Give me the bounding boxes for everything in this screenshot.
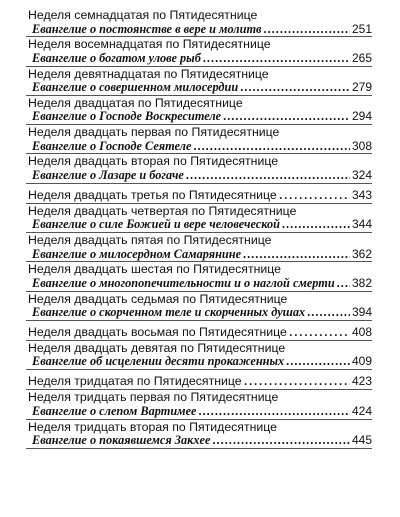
gospel-line (26, 355, 372, 369)
gospel-title: Евангелие об исцелении десяти прокаженных (32, 354, 285, 369)
gospel-line (26, 140, 372, 154)
sunday-title: Неделя девятнадцатая по Пятидесятнице (28, 66, 269, 81)
page-number: 409 (351, 354, 372, 369)
leader-dots (282, 218, 350, 232)
page-number: 279 (351, 80, 372, 95)
sunday-title: Неделя двадцать девятая по Пятидесятнице (28, 340, 286, 355)
sunday-title: Неделя тридцать первая по Пятидесятнице (28, 390, 279, 405)
gospel-title: Евангелие о милосердном Самарянине (32, 246, 242, 261)
toc-entry[interactable] (26, 8, 372, 37)
toc-entry[interactable] (26, 292, 372, 321)
sunday-title: Неделя тридцатая по Пятидесятнице (28, 374, 242, 389)
page-number: 265 (351, 50, 372, 65)
sunday-title: Неделя двадцать шестая по Пятидесятнице (28, 262, 281, 277)
page-number: 251 (351, 21, 372, 36)
toc-entry[interactable] (26, 420, 372, 449)
page-number: 408 (351, 324, 372, 339)
gospel-title: Евангелие о слепом Вартимее (32, 403, 197, 418)
toc-entry[interactable] (26, 233, 372, 262)
page-number: 424 (351, 403, 372, 418)
gospel-title: Евангелие о многопопечительности и о наглой смерти (32, 275, 335, 290)
toc-entry[interactable] (26, 204, 372, 233)
gospel-line (26, 434, 372, 448)
gospel-line (26, 248, 372, 262)
gospel-title: Евангелие о силе Божией и вере человеческой (32, 217, 280, 232)
toc-entry[interactable] (26, 67, 372, 96)
leader-dots (307, 306, 350, 320)
leader-dots (203, 52, 350, 66)
leader-dots (243, 248, 350, 262)
leader-dots (286, 355, 350, 369)
sunday-title: Неделя двадцать первая по Пятидесятнице (28, 125, 280, 140)
leader-dots (264, 23, 350, 37)
gospel-title: Евангелие о покаявшемся Закхее (32, 433, 211, 448)
page-number: 343 (351, 187, 372, 202)
page-number: 344 (351, 217, 372, 232)
page-number: 445 (351, 433, 372, 448)
page-number: 394 (351, 305, 372, 320)
toc-entry[interactable] (26, 370, 372, 390)
leader-dots (193, 140, 350, 154)
sunday-title: Неделя семнадцатая по Пятидесятнице (28, 8, 258, 22)
gospel-line (26, 218, 372, 232)
sunday-title: Неделя двадцатая по Пятидесятнице (28, 95, 243, 110)
page-number: 324 (351, 167, 372, 182)
toc-entry[interactable] (26, 37, 372, 66)
gospel-title: Евангелие о скорченном теле и скорченных душах (32, 305, 306, 320)
gospel-line (26, 306, 372, 320)
gospel-line (26, 81, 372, 95)
gospel-line (26, 23, 372, 37)
leader-dots (289, 323, 350, 341)
toc-entry[interactable] (26, 184, 372, 204)
sunday-title: Неделя двадцать восьмая по Пятидесятнице (28, 324, 287, 339)
leader-dots (223, 110, 350, 124)
page-number: 308 (351, 138, 372, 153)
leader-dots (240, 81, 350, 95)
sunday-title: Неделя двадцать третья по Пятидесятнице (28, 187, 277, 202)
page-number: 382 (351, 275, 372, 290)
leader-dots (199, 405, 350, 419)
gospel-title: Евангелие о Господе Воскресителе (32, 109, 222, 124)
leader-dots (186, 169, 350, 183)
toc-entry[interactable] (26, 96, 372, 125)
toc-entry[interactable] (26, 125, 372, 154)
sunday-title: Неделя двадцать четвертая по Пятидесятнице (28, 203, 297, 218)
gospel-line (26, 405, 372, 419)
toc-entry[interactable] (26, 321, 372, 341)
leader-dots (279, 186, 350, 204)
gospel-line (26, 169, 372, 183)
gospel-line (26, 52, 372, 66)
page-number: 294 (351, 109, 372, 124)
toc-entry[interactable] (26, 154, 372, 183)
gospel-title: Евангелие о богатом улове рыб (32, 50, 201, 65)
toc-entry[interactable] (26, 390, 372, 419)
gospel-title: Евангелие о совершенном милосердии (32, 80, 239, 95)
toc-entry[interactable] (26, 262, 372, 291)
leader-dots (244, 372, 350, 390)
gospel-line (26, 110, 372, 124)
leader-dots (212, 434, 350, 448)
page-number: 423 (351, 374, 372, 389)
leader-dots (337, 277, 350, 291)
page-number: 362 (351, 246, 372, 261)
sunday-title: Неделя двадцать седьмая по Пятидесятнице (28, 291, 288, 306)
sunday-title: Неделя восемнадцатая по Пятидесятнице (28, 37, 271, 52)
toc-entry[interactable] (26, 341, 372, 370)
gospel-title: Евангелие о постоянстве в вере и молитв (32, 21, 262, 36)
sunday-title: Неделя двадцать пятая по Пятидесятнице (28, 233, 272, 248)
gospel-title: Евангелие о Лазаре и богаче (32, 167, 184, 182)
gospel-line (26, 277, 372, 291)
gospel-title: Евангелие о Господе Сеятеле (32, 138, 192, 153)
sunday-title: Неделя двадцать вторая по Пятидесятнице (28, 154, 279, 169)
sunday-title: Неделя тридцать вторая по Пятидесятнице (28, 419, 278, 434)
